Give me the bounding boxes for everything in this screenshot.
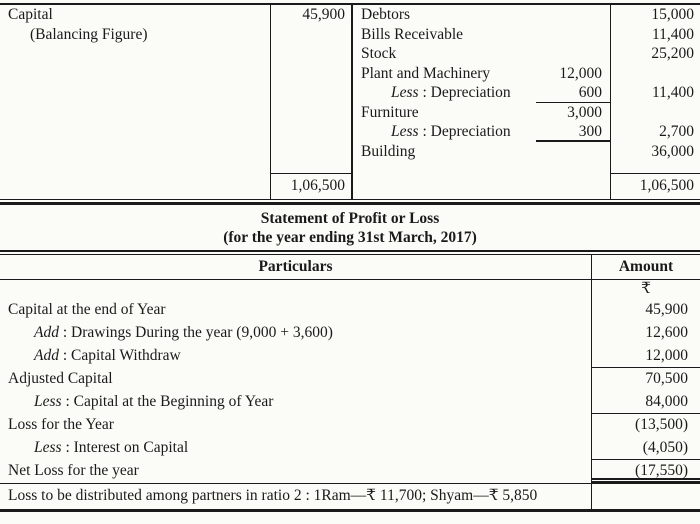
amount-cell: (13,500) <box>635 415 688 433</box>
liabilities-total: 1,06,500 <box>270 173 353 199</box>
asset-inner-amount: 300 <box>536 122 610 142</box>
less-prefix: Less <box>34 438 62 456</box>
particulars-cell: Less : Capital at the Beginning of Year <box>0 391 592 414</box>
add-prefix: Add <box>34 323 59 341</box>
rupee-symbol: ₹ <box>641 279 651 297</box>
amount-header: Amount <box>618 257 674 275</box>
asset-inner-amount <box>536 142 610 162</box>
liability-label: Capital <box>8 6 53 23</box>
particulars-cell: Less : Interest on Capital <box>0 437 592 460</box>
table-row <box>0 83 700 103</box>
asset-label: Plant and Machinery <box>361 64 491 82</box>
table-row <box>0 103 700 123</box>
particulars-cell: Add : Capital Withdraw <box>0 345 592 368</box>
particulars-cell: Adjusted Capital <box>0 368 592 391</box>
asset-amount <box>610 103 700 123</box>
asset-inner-amount: 12,000 <box>559 64 602 82</box>
table-row <box>0 414 700 437</box>
table-row <box>0 44 700 64</box>
less-prefix: Less <box>391 123 419 140</box>
asset-cell <box>353 83 610 103</box>
asset-label <box>361 122 536 142</box>
asset-inner-amount <box>536 25 610 45</box>
asset-label: Bills Receivable <box>361 25 464 43</box>
statement-title: Statement of Profit or Loss <box>260 210 440 227</box>
liability-label <box>0 44 270 64</box>
asset-amount <box>610 64 700 84</box>
table-row <box>0 64 700 84</box>
liability-label <box>0 25 270 45</box>
particulars-cell: Capital at the end of Year <box>0 299 592 322</box>
asset-label: Stock <box>361 45 397 62</box>
asset-amount: 36,000 <box>610 142 700 162</box>
asset-label: Debtors <box>361 6 411 23</box>
amount-cell: (17,550) <box>592 460 700 483</box>
less-prefix: Less <box>391 84 419 101</box>
table-row <box>0 345 700 368</box>
statement-subtitle: (for the year ending 31st March, 2017) <box>223 229 477 246</box>
assets-total: 1,06,500 <box>610 173 700 199</box>
particulars-header: Particulars <box>0 255 592 279</box>
add-prefix: Add <box>34 346 59 364</box>
table-row <box>0 299 700 322</box>
liability-amount <box>270 142 353 162</box>
asset-cell <box>353 103 610 123</box>
table-header-row <box>0 255 700 280</box>
table-row <box>0 142 700 162</box>
asset-cell <box>353 5 610 25</box>
table-body <box>0 280 700 483</box>
table-bottom-rule <box>0 199 700 205</box>
amount-cell <box>592 484 700 509</box>
table-row <box>0 25 700 45</box>
balancing-figure-note: (Balancing Figure) <box>30 25 148 43</box>
asset-label: Furniture <box>361 103 419 121</box>
table-row <box>0 391 700 414</box>
asset-inner-amount <box>536 44 610 64</box>
currency-row <box>0 280 700 299</box>
less-prefix: Less <box>34 392 62 410</box>
less-text: : Depreciation <box>418 123 511 140</box>
table-row <box>0 5 700 25</box>
balance-sheet-table <box>0 3 700 199</box>
asset-cell <box>353 142 610 162</box>
liability-amount <box>270 64 353 84</box>
liability-label <box>0 64 270 84</box>
less-text: : Depreciation <box>418 84 511 101</box>
asset-cell <box>353 64 610 84</box>
liability-amount <box>270 25 353 45</box>
asset-inner-amount: 600 <box>536 83 610 103</box>
asset-inner-amount <box>536 5 610 25</box>
table-row <box>0 322 700 345</box>
liability-amount: 45,900 <box>270 5 353 25</box>
scanned-accounting-page <box>0 3 700 512</box>
asset-amount: 11,400 <box>610 25 700 45</box>
asset-label <box>361 83 536 103</box>
asset-cell <box>353 25 610 45</box>
liability-amount <box>270 103 353 123</box>
profit-loss-table <box>0 250 700 512</box>
asset-amount: 25,200 <box>610 44 700 64</box>
distribution-note-row <box>0 483 700 512</box>
amount-cell: 12,600 <box>645 323 688 341</box>
liability-label <box>0 83 270 103</box>
table-row <box>0 460 700 483</box>
asset-cell <box>353 44 610 64</box>
liability-amount <box>270 44 353 64</box>
asset-amount: 2,700 <box>610 122 700 142</box>
liability-amount <box>270 122 353 142</box>
table-row-spacer <box>0 161 700 173</box>
amount-cell: 45,900 <box>645 300 688 318</box>
amount-cell: 12,000 <box>592 345 700 368</box>
liability-label <box>0 122 270 142</box>
table-total-row <box>0 173 700 199</box>
amount-cell: 70,500 <box>645 369 688 387</box>
distribution-note: Loss to be distributed among partners in ratio 2 : 1Ram—₹ 11,700; Shyam—₹ 5,850 <box>0 484 592 509</box>
table-row <box>0 122 700 142</box>
liability-label <box>0 142 270 162</box>
liability-amount <box>270 83 353 103</box>
table-row <box>0 437 700 460</box>
particulars-cell: Net Loss for the year <box>0 460 592 483</box>
liability-label <box>0 103 270 123</box>
asset-inner-amount: 3,000 <box>567 103 602 121</box>
particulars-cell: Loss for the Year <box>0 414 592 437</box>
amount-cell: (4,050) <box>592 437 700 460</box>
asset-amount: 11,400 <box>610 83 700 103</box>
asset-cell <box>353 122 610 142</box>
particulars-cell: Add : Drawings During the year (9,000 + 3,600) <box>0 322 592 345</box>
table-row <box>0 368 700 391</box>
asset-amount: 15,000 <box>610 5 700 25</box>
amount-cell: 84,000 <box>592 391 700 414</box>
asset-label: Building <box>361 142 416 160</box>
